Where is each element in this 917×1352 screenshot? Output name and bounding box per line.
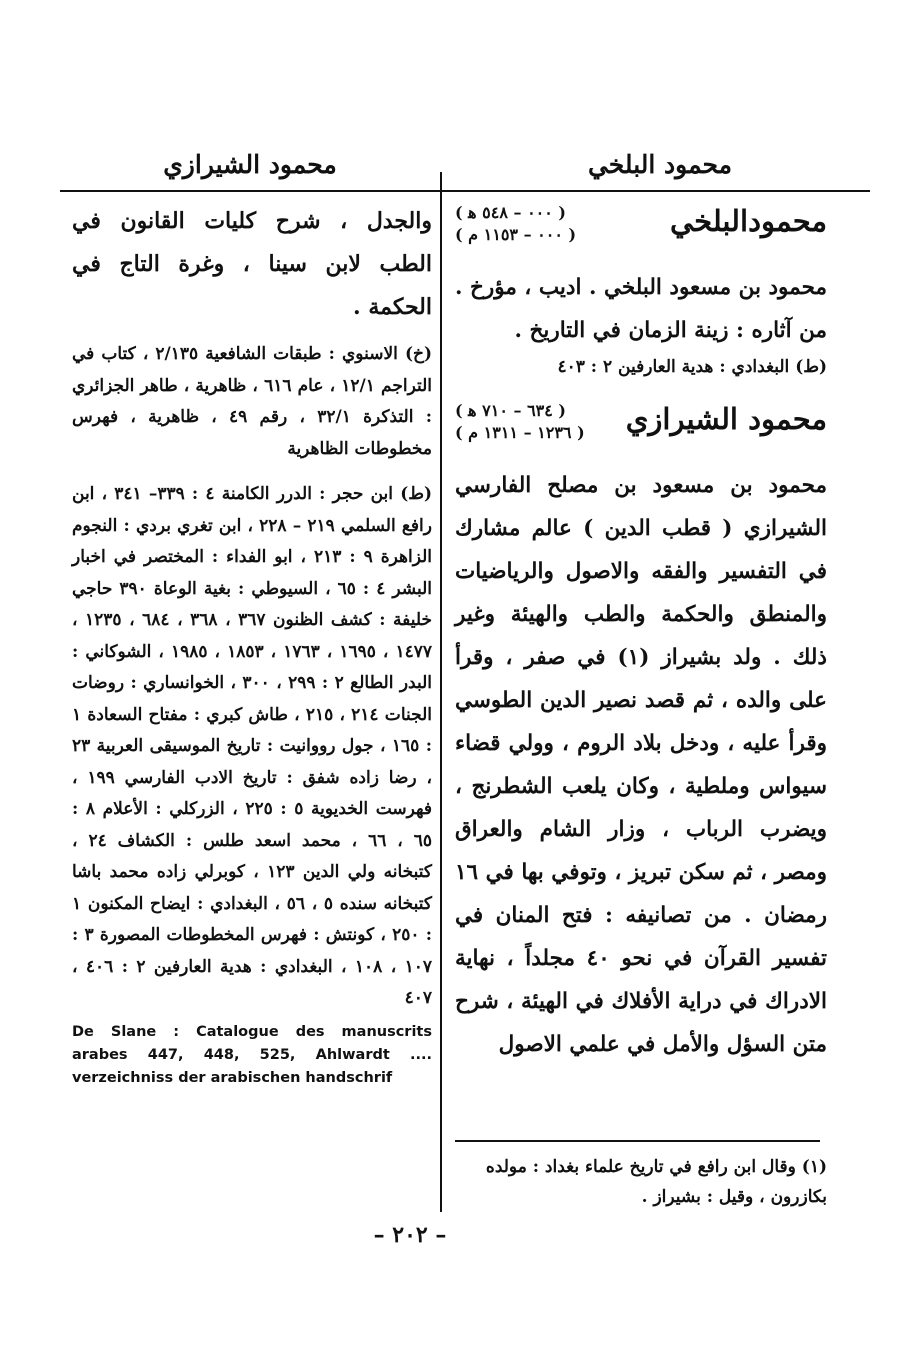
entry-sources: (ط) البغدادي : هدية العارفين ٢ : ٤٠٣ — [557, 357, 827, 377]
footnote: (١) وقال ابن رافع في تاريخ علماء بغداد : مولده بكازرون ، وقيل : بشيراز . — [485, 1157, 827, 1207]
dates-hijri: ( ٠٠٠ – ٥٤٨ ﻫ ) — [455, 203, 566, 222]
page-number: – ٢٠٢ – — [373, 1222, 447, 1248]
entry-continuation: والجدل ، شرح كليات القانون في الطب لابن سينا ، وغرة التاج في الحكمة . — [72, 208, 432, 320]
entry-dates — [455, 400, 585, 444]
entry-name: محمودالبلخي — [669, 204, 827, 238]
entry-spacer — [455, 384, 827, 398]
left-column — [72, 200, 432, 1090]
entry-body: محمود بن مسعود بن مصلح الفارسي الشيرازي ( قطب الدين ) عالم مشارك في التفسير والفقه والاصول والرياضيات والمنطق والحكمة والطب والهيئة وغير ذلك . ولد بشيراز (١) في صفر ، وقرأ على والده ، ثم قصد نصير الدين الطوسي وقرأ عليه ، ودخل بلاد الروم ، وولي قضاء سيواس وملطية ، وكان يلعب الشطرنج ، ويضرب الرباب ، وزار الشام والعراق ومصر ، ثم سكن تبريز ، وتوفي بها في ١٦ رمضان . من تصانيفه : فتح المنان في تفسير القرآن في نحو ٤٠ مجلداً ، نهاية الادراك في دراية الأفلاك في الهيئة ، شرح متن السؤل والأمل في علمي الاصول — [455, 472, 827, 1057]
footnote-rule — [455, 1140, 820, 1142]
sources-spacer — [72, 465, 432, 479]
latin-references: De Slane : Catalogue des manuscrits arabes 447, 448, 525, Ahlwardt .... verzeichniss der arabischen handschrif — [72, 1023, 432, 1086]
entry-name: محمود الشيرازي — [625, 401, 827, 436]
running-head-right: محمود البلخي — [587, 150, 733, 179]
column-divider — [440, 172, 442, 1212]
dates-hijri: ( ٦٣٤ – ٧١٠ ﻫ ) — [455, 400, 566, 420]
manuscript-sources: (خ) الاسنوي : طبقات الشافعية ٢/١٣٥ ، كتاب في التراجم ١٢/١ ، عام ٦١٦ ، ظاهرية ، طاهر الجزائري : التذكرة ٣٢/١ ، رقم ٤٩ ، ظاهرية ، فهرس مخطوطات الظاهرية — [72, 344, 432, 459]
printed-sources: (ط) ابن حجر : الدرر الكامنة ٤ : ٣٣٩– ٣٤١ ، ابن رافع السلمي ٢١٩ – ٢٢٨ ، ابن تغري بردي : النجوم الزاهرة ٩ : ٢١٣ ، ابو الفداء : المختصر في اخبار البشر ٤ : ٦٥ ، السيوطي : بغية الوعاة ٣٩٠ حاجي خليفة : كشف الظنون ٣٦٧ ، ٣٦٨ ، ٦٨٤ ، ١٢٣٥ ، ١٤٧٧ ، ١٦٩٥ ، ١٧٦٣ ، ١٨٥٣ ، ١٩٨٥ ، الشوكاني : البدر الطالع ٢ : ٢٩٩ ، ٣٠٠ ، الخوانساري : روضات الجنات ٢١٤ ، ٢١٥ ، طاش كبري : مفتاح السعادة ١ : ١٦٥ ، جول رووانيت : تاريخ الموسيقى العربية ٢٣ ، رضا زاده شفق : تاريخ الادب الفارسي ١٩٩ ، فهرست الخديوية ٥ : ٢٢٥ ، الزركلي : الأعلام ٨ : ٦٥ ، ٦٦ ، محمد اسعد طلس : الكشاف ٢٤ ، كتبخانه ولي الدين ١٢٣ ، كوبرلي زاده محمد باشا كتبخانه سنده ٥ ، ٥٦ ، البغدادي : ايضاح المكنون ١ : ٢٥٠ ، كونتش : فهرس المخطوطات المصورة ٣ : ١٠٧ ، ١٠٨ ، البغدادي : هدية العارفين ٢ : ٤٠٦ ، ٤٠٧ — [72, 484, 433, 1008]
running-head-left: محمود الشيرازي — [163, 150, 337, 179]
header-rule — [60, 190, 870, 192]
entry-heading — [455, 200, 827, 256]
entry-dates — [455, 202, 576, 246]
right-column — [455, 200, 827, 1066]
dates-gregorian: ( ٠٠٠ – ١١٥٣ م ) — [455, 225, 577, 244]
entry-heading — [455, 398, 827, 454]
dates-gregorian: ( ١٢٣٦ – ١٣١١ م ) — [455, 422, 585, 442]
entry-body: محمود بن مسعود البلخي . اديب ، مؤرخ . من آثاره : زينة الزمان في التاريخ . — [455, 275, 827, 343]
